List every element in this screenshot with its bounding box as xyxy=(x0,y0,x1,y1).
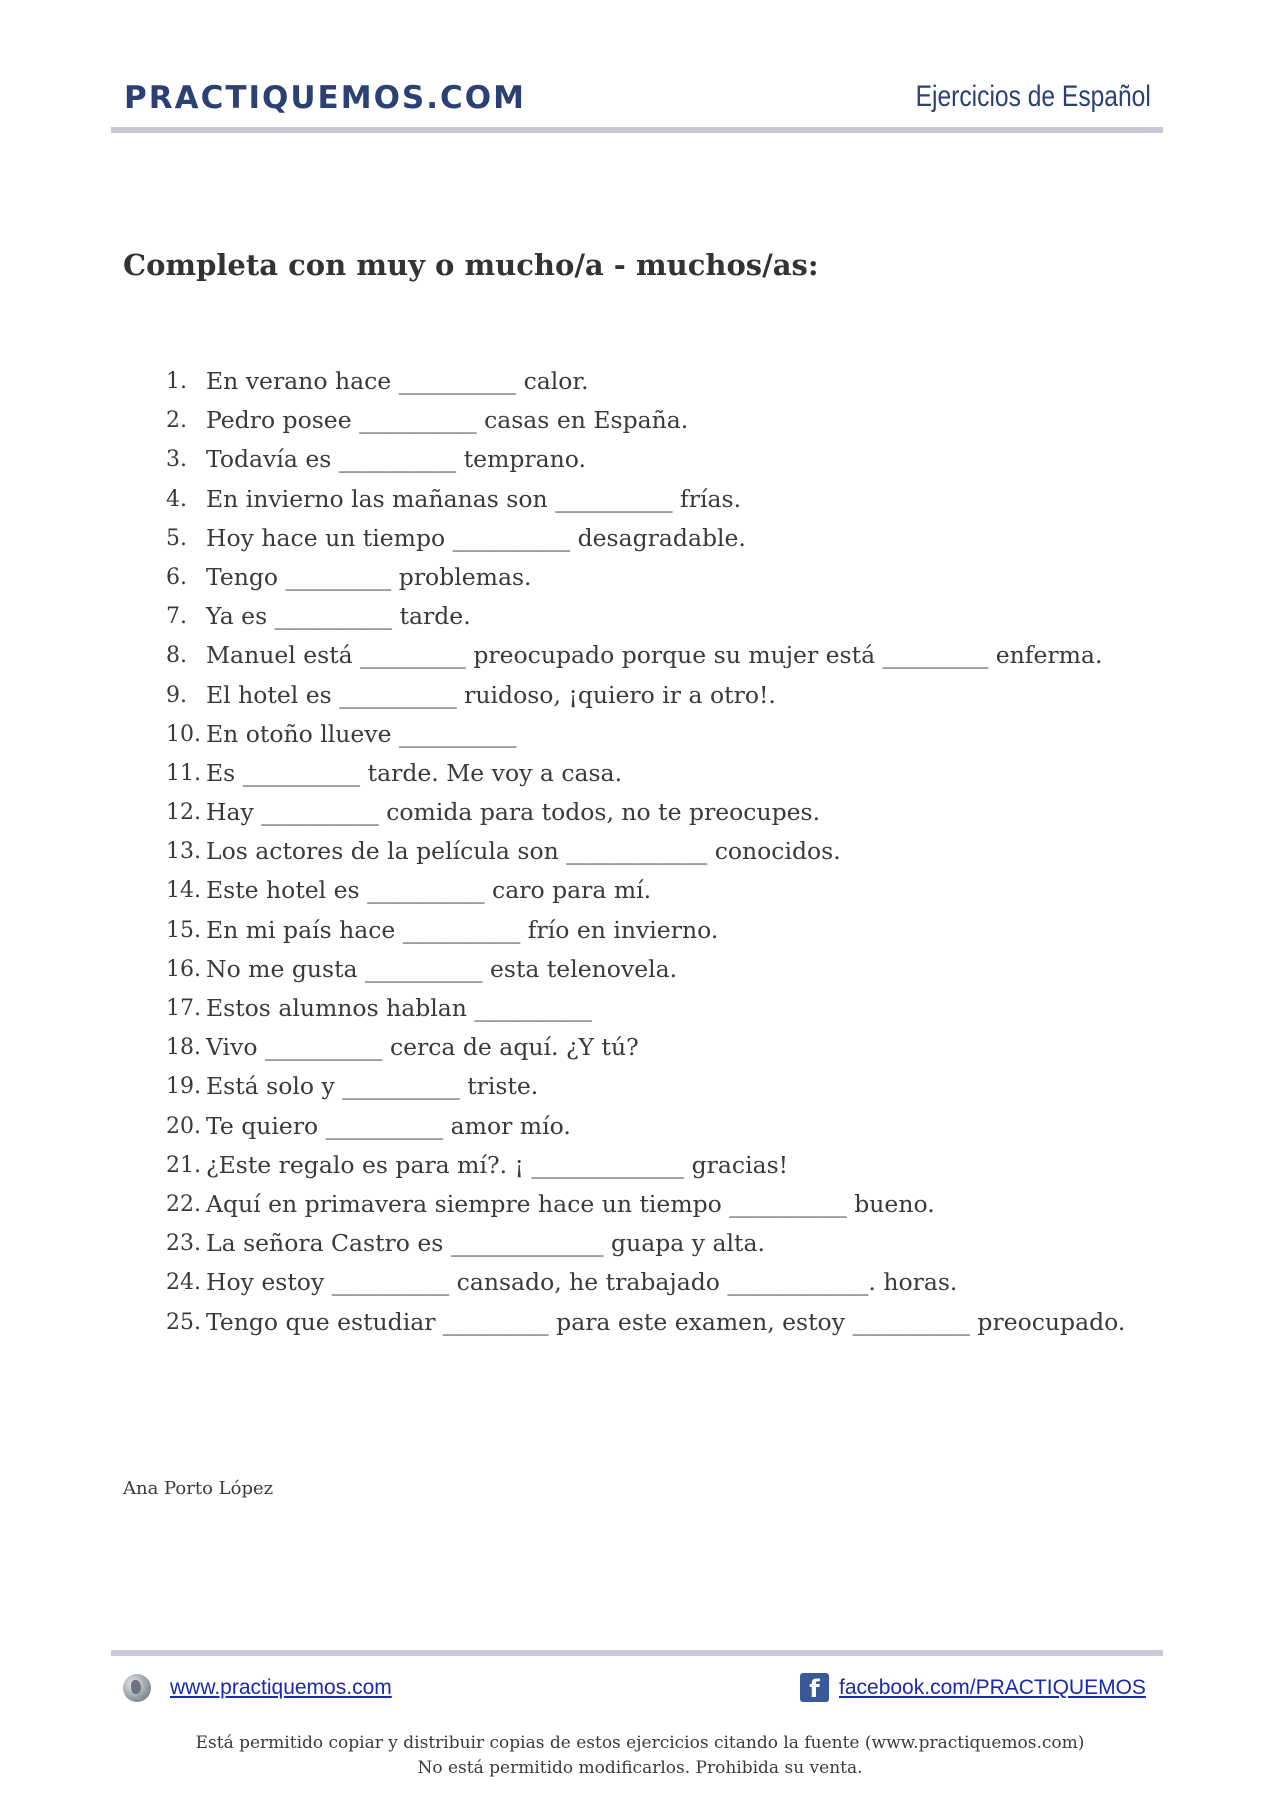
exercise-sentence: En mi país hace __________ frío en invierno. xyxy=(206,915,719,944)
exercise-number: 15. xyxy=(166,917,201,943)
exercise-item xyxy=(166,715,1125,754)
exercise-list xyxy=(166,362,1125,1342)
exercise-item xyxy=(166,440,1125,479)
exercise-sentence: Estos alumnos hablan __________ xyxy=(206,994,592,1022)
exercise-item xyxy=(166,401,1125,440)
exercise-item xyxy=(166,362,1125,401)
exercise-item xyxy=(166,1263,1125,1302)
exercise-item xyxy=(166,1107,1125,1146)
exercise-number: 2. xyxy=(166,408,187,434)
header-divider xyxy=(111,127,1163,133)
exercise-number: 6. xyxy=(166,564,187,590)
exercise-number: 10. xyxy=(166,721,201,747)
exercise-number: 1. xyxy=(166,369,187,394)
exercise-sentence: Es __________ tarde. Me voy a casa. xyxy=(206,758,623,787)
exercise-sentence: En otoño llueve __________ xyxy=(206,719,517,748)
exercise-item xyxy=(166,676,1125,715)
exercise-item xyxy=(166,754,1125,793)
exercise-number: 25. xyxy=(166,1309,201,1335)
exercise-sentence: En verano hace __________ calor. xyxy=(206,367,589,395)
exercise-number: 23. xyxy=(166,1231,201,1257)
exercise-sentence: Hoy hace un tiempo __________ desagradable. xyxy=(206,523,746,552)
globe-icon xyxy=(123,1674,151,1702)
exercise-item xyxy=(166,636,1125,675)
exercise-number: 4. xyxy=(166,486,187,512)
exercise-item xyxy=(166,1303,1125,1342)
exercise-item xyxy=(166,1028,1125,1067)
legal-notice-line-2: No está permitido modificarlos. Prohibida su venta. xyxy=(417,1758,863,1778)
exercise-sentence: Aquí en primavera siempre hace un tiempo __________ bueno. xyxy=(206,1189,935,1218)
exercise-sentence: Te quiero __________ amor mío. xyxy=(206,1111,571,1140)
exercise-sentence: Todavía es __________ temprano. xyxy=(206,445,586,474)
exercise-item xyxy=(166,1146,1125,1185)
exercise-item xyxy=(166,597,1125,636)
brand-name: PRACTIQUEMOS.COM xyxy=(124,80,526,116)
exercise-number: 22. xyxy=(166,1191,201,1217)
exercise-item xyxy=(166,1185,1125,1224)
exercise-number: 16. xyxy=(166,956,201,982)
facebook-link[interactable]: facebook.com/PRACTIQUEMOS xyxy=(839,1676,1146,1699)
exercise-number: 9. xyxy=(166,682,187,708)
exercise-number: 12. xyxy=(166,800,201,826)
exercise-number: 3. xyxy=(166,447,187,473)
exercise-sentence: Hay __________ comida para todos, no te preocupes. xyxy=(206,798,821,827)
exercise-item xyxy=(166,1224,1125,1263)
exercise-item xyxy=(166,1067,1125,1106)
exercise-number: 7. xyxy=(166,604,187,630)
exercise-sentence: Este hotel es __________ caro para mí. xyxy=(206,876,652,905)
exercise-sentence: Pedro posee __________ casas en España. xyxy=(206,406,689,435)
exercise-sentence: Los actores de la película son ____________ conocidos. xyxy=(206,837,841,866)
exercise-number: 5. xyxy=(166,525,187,551)
exercise-item xyxy=(166,519,1125,558)
exercise-item xyxy=(166,950,1125,989)
exercise-title: Completa con muy o mucho/a - muchos/as: xyxy=(123,248,819,282)
exercise-item xyxy=(166,911,1125,950)
footer-links xyxy=(111,1670,1163,1710)
exercise-item xyxy=(166,558,1125,597)
exercise-sentence: Está solo y __________ triste. xyxy=(206,1072,539,1101)
exercise-number: 11. xyxy=(166,760,201,786)
exercise-sentence: La señora Castro es _____________ guapa y alta. xyxy=(206,1229,765,1258)
author-name: Ana Porto López xyxy=(123,1478,274,1499)
exercise-number: 8. xyxy=(166,643,187,669)
facebook-icon: f xyxy=(800,1673,829,1702)
exercise-item xyxy=(166,871,1125,910)
exercise-number: 13. xyxy=(166,839,201,865)
exercise-sentence: Hoy estoy __________ cansado, he trabajado ____________. horas. xyxy=(206,1268,958,1297)
exercise-sentence: Vivo __________ cerca de aquí. ¿Y tú? xyxy=(206,1033,639,1062)
exercise-item xyxy=(166,832,1125,871)
exercise-number: 14. xyxy=(166,878,201,904)
legal-notice-line-1: Está permitido copiar y distribuir copias de estos ejercicios citando la fuente (www.practiquemos.com) xyxy=(195,1733,1085,1753)
exercise-sentence: Tengo que estudiar _________ para este examen, estoy __________ preocupado. xyxy=(206,1307,1126,1336)
header-subtitle: Ejercicios de Español xyxy=(915,80,1151,113)
website-link[interactable]: www.practiquemos.com xyxy=(170,1676,392,1699)
exercise-number: 24. xyxy=(166,1270,201,1296)
exercise-sentence: El hotel es __________ ruidoso, ¡quiero ir a otro!. xyxy=(206,680,776,709)
exercise-number: 20. xyxy=(166,1113,201,1139)
exercise-sentence: Ya es __________ tarde. xyxy=(206,602,471,631)
exercise-item xyxy=(166,989,1125,1028)
exercise-sentence: No me gusta __________ esta telenovela. xyxy=(206,954,678,983)
exercise-item xyxy=(166,793,1125,832)
exercise-sentence: En invierno las mañanas son __________ frías. xyxy=(206,484,742,513)
exercise-number: 19. xyxy=(166,1074,201,1100)
exercise-sentence: Manuel está _________ preocupado porque su mujer está _________ enferma. xyxy=(206,641,1103,670)
exercise-number: 21. xyxy=(166,1152,201,1178)
exercise-number: 17. xyxy=(166,996,201,1021)
exercise-sentence: Tengo _________ problemas. xyxy=(206,562,532,591)
exercise-number: 18. xyxy=(166,1035,201,1061)
exercise-sentence: ¿Este regalo es para mí?. ¡ _____________ gracias! xyxy=(206,1150,789,1179)
exercise-item xyxy=(166,480,1125,519)
footer-divider xyxy=(111,1650,1163,1656)
